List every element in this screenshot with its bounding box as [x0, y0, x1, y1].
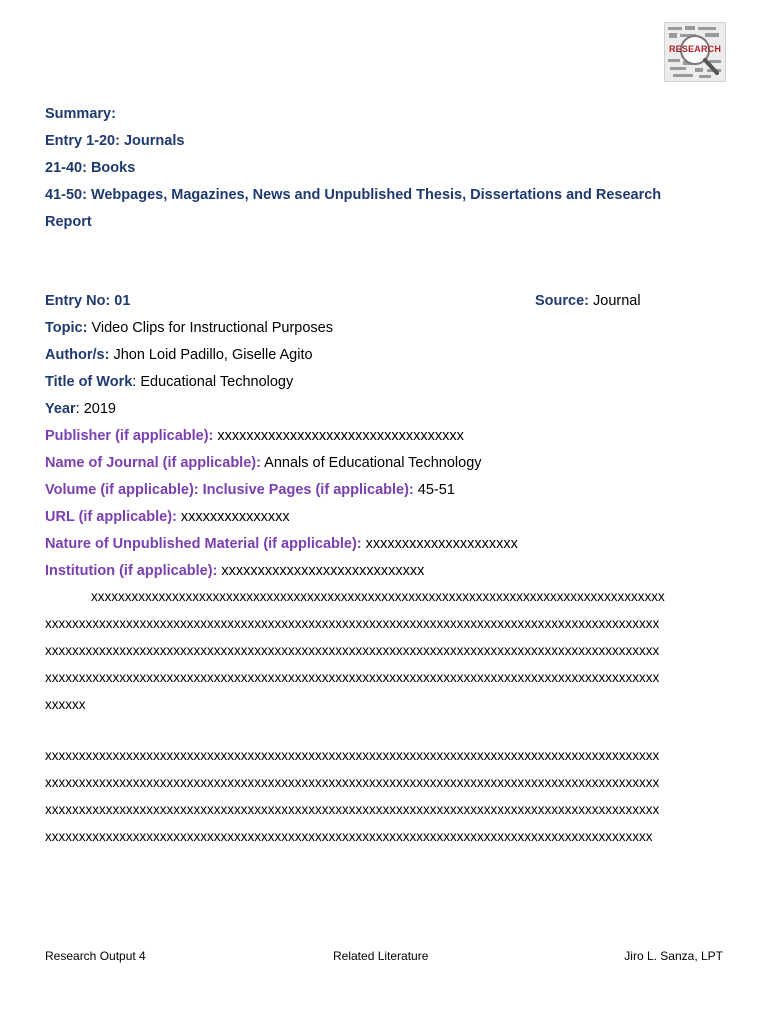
institution-row — [45, 558, 725, 585]
journal-label: Name of Journal (if applicable): — [45, 455, 261, 471]
year-label: Year — [45, 401, 76, 417]
topic-value: Video Clips for Instructional Purposes — [87, 320, 333, 336]
url-value: xxxxxxxxxxxxxxx — [176, 509, 290, 525]
summary-line-webpages: 41-50: Webpages, Magazines, News and Unpublished Thesis, Dissertations and Research — [45, 187, 662, 203]
entry-block — [45, 288, 725, 585]
title-value: : Educational Technology — [132, 374, 294, 390]
paragraph-line: xxxxxxxxxxxxxxxxxxxxxxxxxxxxxxxxxxxxxxxxxxxxxxxxxxxxxxxxxxxxxxxxxxxxxxxxxxxxxxxxxxxxxxxxxxx — [45, 748, 660, 763]
authors-row — [45, 342, 725, 369]
nature-value: xxxxxxxxxxxxxxxxxxxxx — [361, 536, 518, 552]
authors-value: Jhon Loid Padillo, Giselle Agito — [109, 347, 313, 363]
volume-label: Volume (if applicable): Inclusive Pages (if applicable): — [45, 482, 414, 498]
paragraph-1 — [45, 583, 725, 718]
title-row — [45, 369, 725, 396]
journal-value: Annals of Educational Technology — [260, 455, 482, 471]
title-label: Title of Work — [45, 374, 133, 390]
summary-line-journals: Entry 1-20: Journals — [45, 133, 185, 149]
year-row — [45, 396, 725, 423]
summary-line-books: 21-40: Books — [45, 160, 136, 176]
source-label: Source: — [535, 293, 589, 309]
paragraph-line: xxxxxxxxxxxxxxxxxxxxxxxxxxxxxxxxxxxxxxxxxxxxxxxxxxxxxxxxxxxxxxxxxxxxxxxxxxxxxxxxxxxxxxxxxxx — [45, 616, 660, 631]
paragraph-line: xxxxxxxxxxxxxxxxxxxxxxxxxxxxxxxxxxxxxxxxxxxxxxxxxxxxxxxxxxxxxxxxxxxxxxxxxxxxxxxxxxxxxxxxxxx — [45, 670, 660, 685]
paragraph-line: xxxxxxxxxxxxxxxxxxxxxxxxxxxxxxxxxxxxxxxxxxxxxxxxxxxxxxxxxxxxxxxxxxxxxxxxxxxxxxxxxxxxxxxxxxx — [45, 775, 660, 790]
source-value: Journal — [589, 293, 641, 309]
summary-heading: Summary: — [45, 106, 116, 122]
footer-left: Research Output 4 — [45, 949, 146, 963]
footer-right: Jiro L. Sanza, LPT — [624, 949, 723, 963]
institution-value: xxxxxxxxxxxxxxxxxxxxxxxxxxxx — [217, 563, 425, 579]
entry-no-row — [45, 288, 725, 315]
research-logo-icon — [664, 22, 726, 82]
entry-no-label: Entry No: 01 — [45, 293, 131, 309]
journal-row — [45, 450, 725, 477]
volume-value: 45-51 — [413, 482, 455, 498]
institution-label: Institution (if applicable): — [45, 563, 218, 579]
paragraph-line: xxxxxxxxxxxxxxxxxxxxxxxxxxxxxxxxxxxxxxxxxxxxxxxxxxxxxxxxxxxxxxxxxxxxxxxxxxxxxxxxxxxxxxxxxx — [45, 829, 653, 844]
summary-line-report: Report — [45, 214, 92, 230]
paragraph-line: xxxxxxxxxxxxxxxxxxxxxxxxxxxxxxxxxxxxxxxxxxxxxxxxxxxxxxxxxxxxxxxxxxxxxxxxxxxxxxxxxxxxxxxxxxx — [45, 802, 660, 817]
url-row — [45, 504, 725, 531]
publisher-row — [45, 423, 725, 450]
topic-label: Topic: — [45, 320, 88, 336]
nature-row — [45, 531, 725, 558]
volume-row — [45, 477, 725, 504]
source-field — [535, 288, 641, 315]
logo-text: RESEARCH — [668, 44, 722, 54]
publisher-label: Publisher (if applicable): — [45, 428, 214, 444]
footer-center: Related Literature — [333, 949, 429, 963]
summary-block — [45, 101, 725, 236]
paragraph-line: xxxxxxxxxxxxxxxxxxxxxxxxxxxxxxxxxxxxxxxxxxxxxxxxxxxxxxxxxxxxxxxxxxxxxxxxxxxxxxxxxxxxxxxxxxx — [45, 643, 660, 658]
paragraph-line: xxxxxx — [45, 697, 86, 712]
authors-label: Author/s: — [45, 347, 110, 363]
topic-row — [45, 315, 725, 342]
year-value: : 2019 — [75, 401, 116, 417]
nature-label: Nature of Unpublished Material (if applicable): — [45, 536, 362, 552]
paragraph-2 — [45, 742, 725, 850]
paragraph-line: xxxxxxxxxxxxxxxxxxxxxxxxxxxxxxxxxxxxxxxxxxxxxxxxxxxxxxxxxxxxxxxxxxxxxxxxxxxxxxxxxxxxx — [91, 589, 665, 604]
publisher-value: xxxxxxxxxxxxxxxxxxxxxxxxxxxxxxxxxx — [213, 428, 464, 444]
url-label: URL (if applicable): — [45, 509, 177, 525]
